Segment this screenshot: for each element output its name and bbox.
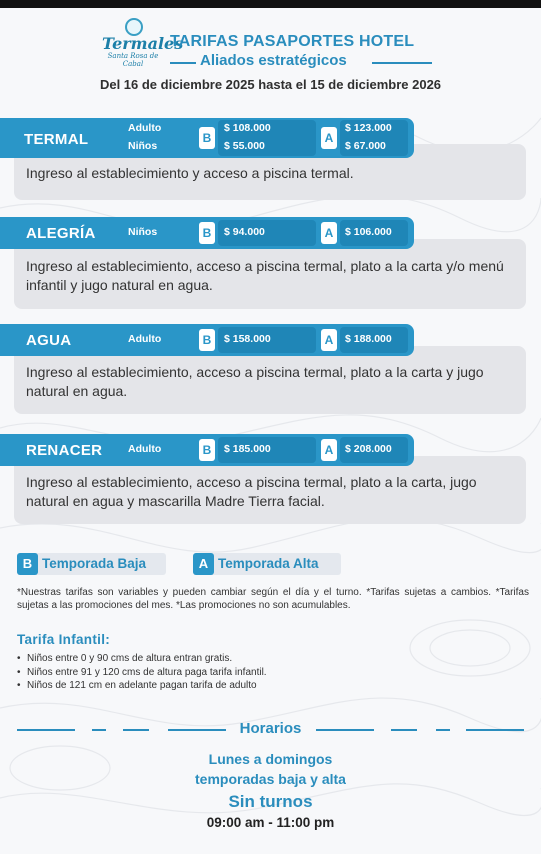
- high-season-price: $ 208.000: [345, 443, 392, 455]
- legend-label: Temporada Baja: [42, 556, 147, 571]
- price-band: [0, 217, 414, 249]
- low-season-price: $ 158.000: [224, 333, 271, 345]
- schedule-turnos: Sin turnos: [228, 792, 313, 811]
- high-season-price: $ 188.000: [345, 333, 392, 345]
- logo-subtext: Santa Rosa de Cabal: [107, 52, 159, 68]
- pass-name: ALEGRÍA: [26, 225, 96, 242]
- low-season-price: $ 108.000: [224, 122, 271, 134]
- schedule-hours: 09:00 am - 11:00 pm: [206, 815, 335, 830]
- passenger-type: Niños: [128, 140, 158, 152]
- infant-rate-title: Tarifa Infantil:: [17, 632, 111, 647]
- description-text: Ingreso al establecimiento, acceso a piscina termal, plato a la carta y jugo natural en agua.: [26, 364, 484, 399]
- list-item: • Niños de 121 cm en adelante pagan tarifa de adulto: [17, 679, 267, 693]
- page-title: TARIFAS PASAPORTES HOTEL: [170, 33, 415, 50]
- low-season-price: $ 55.000: [224, 140, 265, 152]
- season-high-badge: A: [321, 439, 337, 461]
- high-season-price: $ 67.000: [345, 140, 386, 152]
- description-card: [14, 456, 526, 524]
- legend-key: A: [193, 553, 214, 575]
- divider-line: [372, 62, 432, 64]
- schedule-title: Horarios: [239, 720, 302, 737]
- infant-rate-list: [17, 652, 267, 693]
- price-band: [0, 434, 414, 466]
- pass-name: RENACER: [26, 442, 103, 459]
- passenger-type: Niños: [128, 226, 158, 238]
- season-low-badge: B: [199, 127, 215, 149]
- season-low-badge: B: [199, 222, 215, 244]
- high-season-price: $ 123.000: [345, 122, 392, 134]
- top-bar: [0, 0, 541, 8]
- rate-block-alegria: [0, 217, 541, 311]
- legend-label: Temporada Alta: [218, 556, 319, 571]
- schedule-days: [0, 749, 541, 789]
- list-item: • Niños entre 91 y 120 cms de altura paga tarifa infantil.: [17, 666, 267, 680]
- divider-line: [170, 62, 196, 64]
- schedule-days-line: temporadas baja y alta: [195, 771, 346, 787]
- logo-wordmark: Termales: [102, 34, 184, 53]
- description-card: [14, 239, 526, 309]
- price-band: [0, 118, 414, 158]
- description-text: Ingreso al establecimiento y acceso a piscina termal.: [26, 165, 354, 181]
- high-season-price: $ 106.000: [345, 226, 392, 238]
- description-card: [14, 346, 526, 414]
- low-season-price: $ 94.000: [224, 226, 265, 238]
- list-item: • Niños entre 0 y 90 cms de altura entran gratis.: [17, 652, 267, 666]
- pass-name: TERMAL: [24, 131, 89, 148]
- season-high-badge: A: [321, 127, 337, 149]
- rate-block-agua: [0, 324, 541, 416]
- rate-notes: *Nuestras tarifas son variables y pueden cambiar según el día y el turno. *Tarifas sujetas a cambios. *Tarifas sujetas a las promociones del mes. *Las promociones no son acumulables.: [17, 587, 529, 611]
- validity-dates: Del 16 de diciembre 2025 hasta el 15 de diciembre 2026: [99, 77, 442, 92]
- low-season-price: $ 185.000: [224, 443, 271, 455]
- legend-key: B: [17, 553, 38, 575]
- price-band: [0, 324, 414, 356]
- season-low-badge: B: [199, 439, 215, 461]
- rate-block-renacer: [0, 434, 541, 526]
- termales-logo: [100, 18, 184, 74]
- pass-name: AGUA: [26, 332, 72, 349]
- passenger-type: Adulto: [128, 333, 162, 345]
- season-low-badge: B: [199, 329, 215, 351]
- page-subtitle: Aliados estratégicos: [200, 52, 347, 69]
- passenger-type: Adulto: [128, 443, 162, 455]
- description-text: Ingreso al establecimiento, acceso a piscina termal, plato a la carta y/o menú infantil y jugo natural en agua.: [26, 258, 504, 293]
- subtitle-row: [170, 52, 432, 72]
- schedule-days-line: Lunes a domingos: [208, 751, 333, 767]
- passenger-type: Adulto: [128, 122, 162, 134]
- legend-low-season: [17, 553, 166, 575]
- rate-block-termal: [0, 118, 541, 202]
- season-high-badge: A: [321, 329, 337, 351]
- legend-high-season: [193, 553, 341, 575]
- season-high-badge: A: [321, 222, 337, 244]
- description-text: Ingreso al establecimiento, acceso a piscina termal, plato a la carta, jugo natural en agua y mascarilla Madre Tierra facial.: [26, 474, 477, 509]
